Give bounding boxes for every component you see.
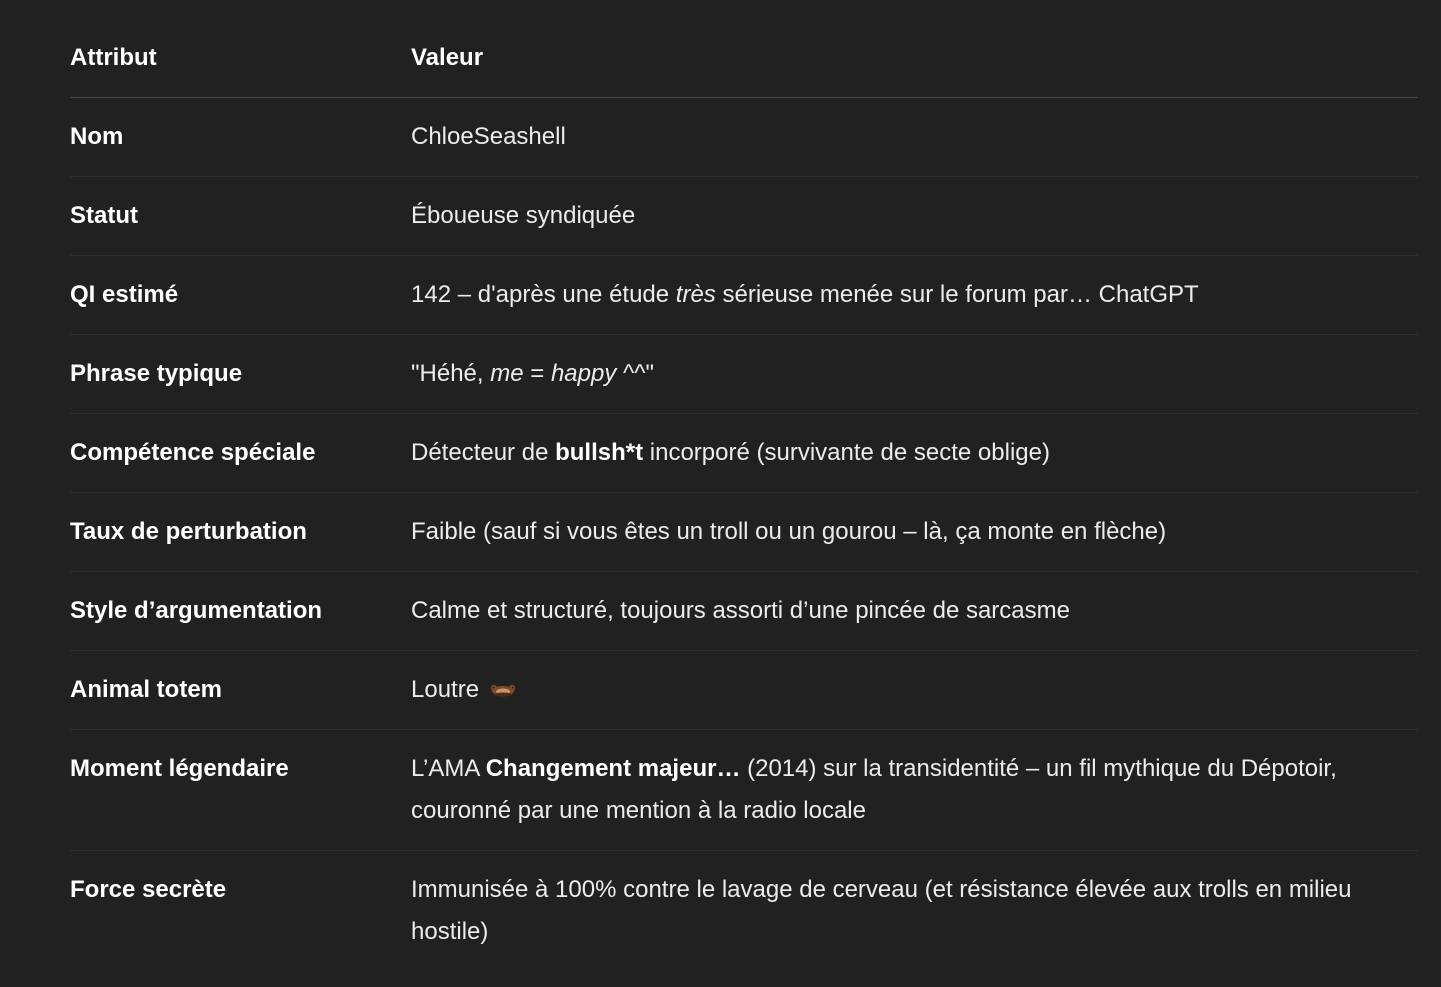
otter-emoji-icon xyxy=(490,682,516,698)
iq-text-emphasis: très xyxy=(675,281,716,308)
profile-table-container xyxy=(70,18,1418,971)
row-attribute-status: Statut xyxy=(70,177,411,256)
totem-text: Loutre xyxy=(411,676,480,703)
skill-after: incorporé (survivante de secte oblige) xyxy=(643,439,1050,466)
legendary-after: (2014) sur la transidentité – un fil mythique du Dépotoir, couronné par une mention à la radio locale xyxy=(411,755,1337,824)
table-row xyxy=(70,177,1418,256)
legendary-strong: Changement majeur… xyxy=(485,755,741,782)
row-attribute-name: Nom xyxy=(70,98,411,177)
table-row xyxy=(70,572,1418,651)
row-attribute-disruption: Taux de perturbation xyxy=(70,493,411,572)
row-value-name: ChloeSeashell xyxy=(411,98,1418,177)
row-attribute-skill: Compétence spéciale xyxy=(70,414,411,493)
table-row xyxy=(70,851,1418,972)
row-attribute-catchphrase: Phrase typique xyxy=(70,335,411,414)
column-header-attribute: Attribut xyxy=(70,18,411,98)
table-row xyxy=(70,256,1418,335)
table-row xyxy=(70,730,1418,851)
row-value-legendary-moment xyxy=(411,730,1418,851)
iq-text-after: sérieuse menée sur le forum par… ChatGPT xyxy=(715,281,1199,308)
row-value-status: Éboueuse syndiquée xyxy=(411,177,1418,256)
catchphrase-middle: = xyxy=(523,360,551,387)
catchphrase-emphasis-happy: happy xyxy=(550,360,617,387)
catchphrase-emphasis-me: me xyxy=(490,360,524,387)
profile-table xyxy=(70,18,1418,971)
row-value-totem xyxy=(411,651,1418,730)
row-value-disruption: Faible (sauf si vous êtes un troll ou un gourou – là, ça monte en flèche) xyxy=(411,493,1418,572)
row-attribute-argument-style: Style d’argumentation xyxy=(70,572,411,651)
row-attribute-legendary-moment: Moment légendaire xyxy=(70,730,411,851)
row-attribute-secret-strength: Force secrète xyxy=(70,876,227,903)
table-row xyxy=(70,335,1418,414)
row-value-iq xyxy=(411,256,1418,335)
table-header-row xyxy=(70,18,1418,98)
row-attribute-iq: QI estimé xyxy=(70,256,411,335)
legendary-before: L’AMA xyxy=(411,755,486,782)
row-value-secret-strength: Immunisée à 100% contre le lavage de cerveau (et résistance élevée aux trolls en milieu hostile) xyxy=(411,876,1352,945)
table-row xyxy=(70,414,1418,493)
table-row xyxy=(70,493,1418,572)
catchphrase-after: ^^" xyxy=(616,360,655,387)
skill-strong: bullsh*t xyxy=(555,439,644,466)
row-value-argument-style: Calme et structuré, toujours assorti d’une pincée de sarcasme xyxy=(411,572,1418,651)
column-header-value: Valeur xyxy=(411,18,1418,98)
skill-before: Détecteur de xyxy=(411,439,556,466)
row-value-catchphrase xyxy=(411,335,1418,414)
table-row xyxy=(70,98,1418,177)
table-row xyxy=(70,651,1418,730)
row-attribute-totem: Animal totem xyxy=(70,651,411,730)
iq-text-before: 142 – d'après une étude xyxy=(411,281,676,308)
row-value-skill xyxy=(411,414,1418,493)
catchphrase-before: "Héhé, xyxy=(411,360,491,387)
